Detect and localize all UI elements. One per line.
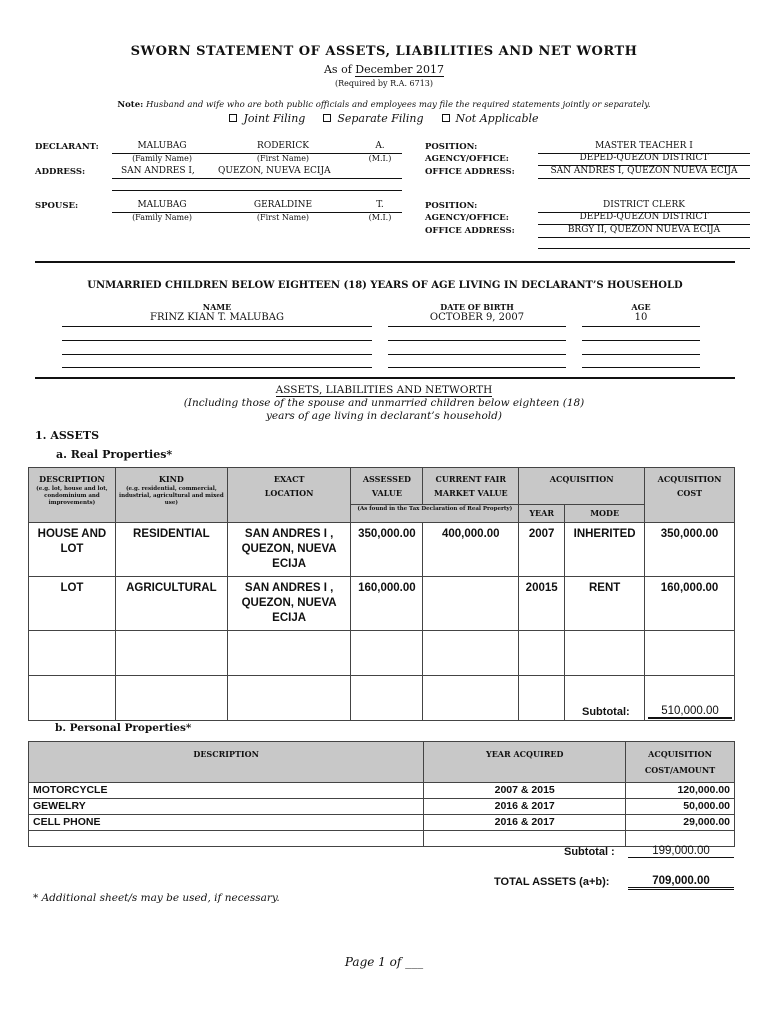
fmv-header-2: MARKET VALUE (434, 488, 508, 498)
cell-location: SAN ANDRES I , QUEZON, NUEVA ECIJA (227, 577, 351, 631)
office-address-label: OFFICE ADDRESS: (425, 226, 515, 236)
as-of-label: As of (323, 63, 352, 76)
cell-kind: AGRICULTURAL (115, 577, 227, 631)
assets-heading-text: ASSETS, LIABILITIES AND NETWORTH (275, 384, 493, 396)
address-label: ADDRESS: (35, 167, 86, 177)
col-acquisition-header: ACQUISITION (519, 468, 645, 505)
col-kind-header (115, 468, 227, 523)
address-line-1: SAN ANDRES I, (121, 166, 195, 176)
agency-label: AGENCY/OFFICE: (425, 213, 509, 223)
cell-year (424, 831, 626, 847)
cell-assessed (351, 676, 423, 721)
cell-fmv (423, 577, 519, 631)
real-subtotal-label: Subtotal: (582, 706, 630, 718)
mi-caption: (M.I.) (368, 213, 392, 222)
declarant-agency: DEPED-QUEZON DISTRICT (579, 153, 709, 163)
spouse-office-address: BRGY II, QUEZON NUEVA ECIJA (567, 225, 721, 235)
family-name-caption: (Family Name) (132, 213, 192, 222)
first-name-caption: (First Name) (256, 213, 310, 222)
cell-year: 2007 (519, 523, 565, 577)
not-applicable-option[interactable] (442, 112, 539, 125)
cell-assessed: 160,000.00 (351, 577, 423, 631)
col-dob-header: DATE OF BIRTH (440, 302, 514, 312)
declarant-position: MASTER TEACHER I (595, 141, 693, 151)
pp-col-cost-header (626, 742, 735, 783)
spouse-position: DISTRICT CLERK (603, 200, 685, 210)
checkbox-icon[interactable] (229, 114, 237, 122)
cell-assessed: 350,000.00 (351, 523, 423, 577)
real-subtotal-value: 510,000.00 (648, 705, 732, 719)
joint-filing-label: Joint Filing (243, 112, 306, 125)
cell-location (227, 631, 351, 676)
children-heading: UNMARRIED CHILDREN BELOW EIGHTEEN (18) YEARS OF AGE LIVING IN DECLARANT’S HOUSEHOLD (87, 280, 683, 291)
spouse-first-name: GERALDINE (253, 200, 313, 210)
child-dob: OCTOBER 9, 2007 (429, 312, 525, 323)
cell-location: SAN ANDRES I , QUEZON, NUEVA ECIJA (227, 523, 351, 577)
col-fmv-header (423, 468, 519, 505)
pp-col-description-header: DESCRIPTION (29, 742, 424, 783)
cell-year: 2016 & 2017 (424, 799, 626, 815)
description-note: (e.g. lot, house and lot, condominium and improvements) (36, 486, 108, 506)
cell-description: HOUSE AND LOT (29, 523, 116, 577)
fmv-header-1: CURRENT FAIR (435, 474, 507, 484)
note-text: Husband and wife who are both public officials and employees may file the required statements jointly or separately. (145, 100, 651, 110)
child-name: FRINZ KIAN T. MALUBAG (150, 312, 284, 323)
first-name-caption: (First Name) (256, 154, 310, 163)
checkbox-icon[interactable] (323, 114, 331, 122)
form-title: SWORN STATEMENT OF ASSETS, LIABILITIES AND NET WORTH (130, 44, 638, 59)
cell-description: MOTORCYCLE (29, 783, 424, 799)
office-address-label: OFFICE ADDRESS: (425, 167, 515, 177)
spouse-label: SPOUSE: (35, 201, 79, 211)
note-line (0, 100, 768, 110)
cell-description: CELL PHONE (29, 815, 424, 831)
assessed-header-2: VALUE (371, 488, 402, 498)
location-header-1: EXACT (273, 474, 305, 484)
declarant-mi: A. (375, 141, 385, 151)
fmv-note: (As found in the Tax Declaration of Real Property) (357, 506, 513, 512)
description-header-text: DESCRIPTION (39, 474, 105, 484)
cell-description (29, 831, 424, 847)
pp-col-year-header: YEAR ACQUIRED (424, 742, 626, 783)
declarant-office-address: SAN ANDRES I, QUEZON NUEVA ECIJA (550, 166, 738, 176)
position-label: POSITION: (425, 201, 478, 211)
required-by: (Required by R.A. 6713) (334, 79, 434, 88)
cell-year: 20015 (519, 577, 565, 631)
child-age: 10 (634, 312, 648, 323)
cell-fmv: 400,000.00 (423, 523, 519, 577)
personal-properties-label: b. Personal Properties* (55, 722, 192, 734)
kind-note: (e.g. residential, commercial, industrial, agricultural and mixed use) (118, 486, 224, 506)
table-row (29, 783, 735, 799)
pp-cost-header-2: COST/AMOUNT (644, 765, 716, 775)
address-line-2: QUEZON, NUEVA ECIJA (218, 166, 331, 176)
cell-assessed (351, 631, 423, 676)
table-row (29, 799, 735, 815)
real-properties-label: a. Real Properties* (56, 448, 173, 461)
cost-header-2: COST (677, 488, 703, 498)
personal-subtotal-label: Subtotal : (564, 846, 615, 858)
col-age-header: AGE (631, 302, 651, 312)
cost-header-1: ACQUISITION (657, 474, 722, 484)
table-row (29, 815, 735, 831)
personal-properties-table (28, 741, 735, 847)
col-year-header: YEAR (519, 505, 565, 523)
declarant-first-name: RODERICK (257, 141, 309, 151)
personal-subtotal-value: 199,000.00 (628, 845, 734, 858)
cell-cost: 50,000.00 (626, 799, 735, 815)
col-cost-header (645, 468, 735, 523)
as-of-line (0, 63, 768, 76)
col-assessed-header (351, 468, 423, 505)
as-of-date: December 2017 (355, 63, 444, 76)
col-description-header (29, 468, 116, 523)
cell-fmv (423, 631, 519, 676)
col-location-header (227, 468, 351, 523)
separate-filing-label: Separate Filing (337, 112, 424, 125)
cell-year (519, 676, 565, 721)
separate-filing-option[interactable] (323, 112, 423, 125)
cell-year: 2016 & 2017 (424, 815, 626, 831)
joint-filing-option[interactable] (229, 112, 305, 125)
table-row (29, 631, 735, 676)
spouse-mi: T. (376, 200, 384, 210)
assets-label: 1. ASSETS (35, 429, 100, 442)
family-name-caption: (Family Name) (132, 154, 192, 163)
cell-cost: 350,000.00 (645, 523, 735, 577)
checkbox-icon[interactable] (442, 114, 450, 122)
pp-cost-header-1: ACQUISITION (648, 749, 712, 759)
kind-header-text: KIND (158, 474, 184, 484)
cell-fmv (423, 676, 519, 721)
cell-description (29, 631, 116, 676)
total-assets-label: TOTAL ASSETS (a+b): (494, 876, 610, 888)
spouse-agency: DEPED-QUEZON DISTRICT (579, 212, 709, 222)
cell-mode: INHERITED (565, 523, 645, 577)
real-properties-table (28, 467, 735, 721)
declarant-label: DECLARANT: (35, 142, 99, 152)
table-row (29, 523, 735, 577)
cell-kind (115, 631, 227, 676)
cell-description: GEWELRY (29, 799, 424, 815)
table-row (29, 577, 735, 631)
col-name-header: NAME (202, 302, 232, 312)
filing-options (0, 112, 768, 125)
cell-year (519, 631, 565, 676)
assets-sub-1: (Including those of the spouse and unmarried children below eighteen (18) (183, 397, 585, 409)
cell-mode (565, 631, 645, 676)
cell-location (227, 676, 351, 721)
mi-caption: (M.I.) (368, 154, 392, 163)
cell-cost: 120,000.00 (626, 783, 735, 799)
note-label: Note: (117, 100, 144, 110)
cell-year: 2007 & 2015 (424, 783, 626, 799)
spouse-family-name: MALUBAG (137, 200, 187, 210)
cell-description (29, 676, 116, 721)
cell-cost (645, 631, 735, 676)
additional-sheets-note: * Additional sheet/s may be used, if necessary. (33, 892, 280, 904)
not-applicable-label: Not Applicable (455, 112, 539, 125)
cell-kind: RESIDENTIAL (115, 523, 227, 577)
cell-cost: 29,000.00 (626, 815, 735, 831)
cell-description: LOT (29, 577, 116, 631)
cell-mode: RENT (565, 577, 645, 631)
total-assets-value: 709,000.00 (628, 875, 734, 890)
assessed-header-1: ASSESSED (362, 474, 411, 484)
location-header-2: LOCATION (264, 488, 314, 498)
col-mode-header: MODE (565, 505, 645, 523)
agency-label: AGENCY/OFFICE: (425, 154, 509, 164)
page-number: Page 1 of ___ (344, 955, 424, 969)
cell-cost: 160,000.00 (645, 577, 735, 631)
assets-heading (0, 384, 768, 396)
assets-sub-2: years of age living in declarant’s household) (266, 410, 502, 422)
declarant-family-name: MALUBAG (137, 141, 187, 151)
position-label: POSITION: (425, 142, 478, 152)
cell-kind (115, 676, 227, 721)
